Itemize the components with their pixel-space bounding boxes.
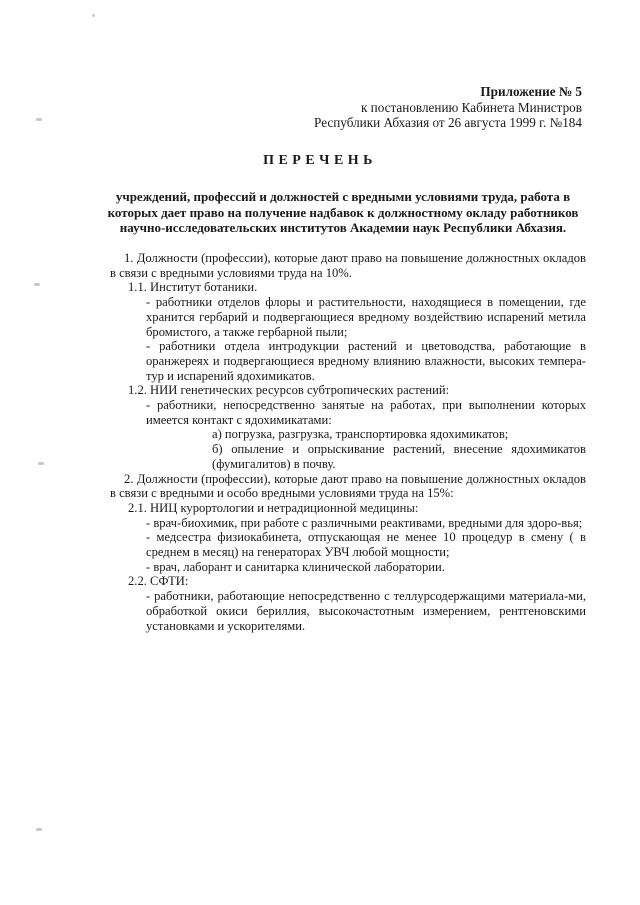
- appendix-line-1: к постановлению Кабинета Министров: [360, 99, 582, 115]
- document-body: [110, 251, 586, 633]
- document-subtitle: учреждений, профессий и должностей с вредными условиями труда, работа в которых дает право на получение надбавок к должностному окладу работников научно-исследовательских институтов Академии наук Республики Абхазия.: [107, 189, 579, 235]
- scan-speck: [36, 828, 42, 831]
- section-1: 1. Должности (профессии), которые дают право на повышение должностных окладов в связи с вредными условиями труда на 10%.: [110, 251, 586, 280]
- scan-speck: [36, 118, 42, 121]
- section-2-1: 2.1. НИЦ курортологии и нетрадиционной медицины:: [128, 500, 419, 515]
- section-1-1-a: - работники отделов флоры и растительности, находящиеся в помещении, где хранится гербарий и подвергающиеся вредному воздействию испарений метила бромистого, а также гербарной пыли;: [146, 295, 586, 339]
- section-2-2-a: - работники, работающие непосредственно с теллурсодержащими материала-ми, обработкой окиси бериллия, высокочастотным измерением, рентгеновскими установками и ускорителями.: [146, 589, 586, 633]
- section-1-1: 1.1. Институт ботаники.: [128, 280, 258, 295]
- section-2-1-c: - врач, лаборант и санитарка клинической лаборатории.: [146, 559, 445, 574]
- section-2-2: 2.2. СФТИ:: [128, 574, 189, 589]
- section-1-2-a-a: а) погрузка, разгрузка, транспортировка ядохимикатов;: [212, 427, 509, 442]
- section-1-2-a: - работники, непосредственно занятые на работах, при выполнении которых имеется контакт с ядохимикатами:: [146, 398, 586, 427]
- section-2: 2. Должности (профессии), которые дают право на повышение должностных окладов в связи с вредными и особо вредными условиями труда на 15%:: [110, 471, 586, 501]
- document-heading: ПЕРЕЧЕНЬ: [263, 153, 377, 168]
- section-1-2: 1.2. НИИ генетических ресурсов субтропических растений:: [128, 383, 450, 398]
- section-2-1-a: - врач-биохимик, при работе с различными реактивами, вредными для здоро-вья;: [146, 515, 583, 530]
- appendix-block: [314, 84, 582, 131]
- scan-speck: [38, 462, 44, 465]
- section-1-2-a-b: б) опыление и опрыскивание растений, внесение ядохимикатов (фумигалитов) в почву.: [212, 442, 586, 471]
- appendix-title: Приложение № 5: [480, 84, 582, 99]
- scan-speck: [92, 14, 95, 17]
- section-2-1-b: - медсестра физиокабинета, отпускающая не менее 10 процедур в смену ( в среднем в месяц) на генераторах УВЧ любой мощности;: [146, 530, 586, 560]
- appendix-line-2: Республики Абхазия от 26 августа 1999 г. №184: [314, 115, 582, 130]
- scan-speck: [34, 283, 40, 286]
- section-1-1-b: - работники отдела интродукции растений и цветоводства, работающие в оранжереях и подвергающиеся вредному влиянию влажности, высоких темпера-тур и испарений ядохимикатов.: [146, 339, 586, 383]
